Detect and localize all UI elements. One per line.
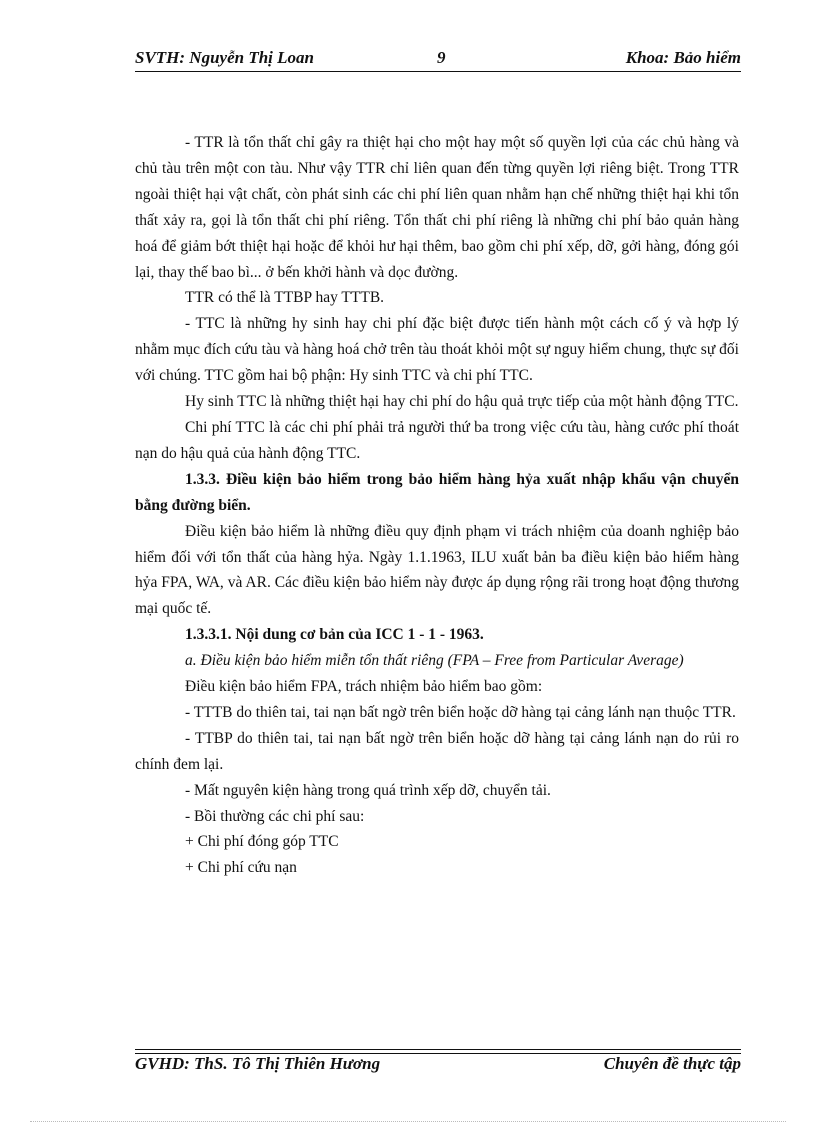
header-author: SVTH: Nguyễn Thị Loan — [135, 48, 314, 67]
list-item-ttbp: - TTBP do thiên tai, tai nạn bất ngờ trên biển hoặc dỡ hàng tại cảng lánh nạn do rủi ro chính đem lại. — [135, 729, 739, 773]
paragraph-ttc-expense: Chi phí TTC là các chi phí phải trả người thứ ba trong việc cứu tàu, hàng cước phí thoát nạn do hậu quả của hành động TTC. — [135, 418, 739, 462]
page-header — [135, 48, 741, 72]
paragraph-ttr-types: TTR có thể là TTBP hay TTTB. — [185, 289, 385, 307]
header-faculty: Khoa: Bảo hiểm — [625, 48, 741, 67]
section-heading-1-3-3-1: 1.3.3.1. Nội dung cơ bản của ICC 1 - 1 - 1963. — [185, 626, 484, 644]
list-item-salvage-cost: + Chi phí cứu nạn — [185, 859, 297, 877]
header-rule — [135, 71, 741, 72]
list-item-compensation: - Bồi thường các chi phí sau: — [185, 807, 365, 825]
paragraph-fpa-scope: Điều kiện bảo hiểm FPA, trách nhiệm bảo hiểm bao gồm: — [185, 678, 543, 696]
list-item-loss-handling: - Mất nguyên kiện hàng trong quá trình xếp dỡ, chuyển tải. — [185, 781, 551, 799]
section-heading-1-3-3: 1.3.3. Điều kiện bảo hiểm trong bảo hiểm hàng hỷa xuất nhập khẩu vận chuyển bằng đường biển. — [135, 470, 739, 514]
paragraph-ttc-sacrifice: Hy sinh TTC là những thiệt hại hay chi phí do hậu quả trực tiếp của một hành động TTC. — [185, 393, 739, 411]
footer-document-type: Chuyên đề thực tập — [603, 1054, 741, 1073]
paragraph-conditions-intro: Điều kiện bảo hiểm là những điều quy định phạm vi trách nhiệm của doanh nghiệp bảo hiểm đối với tổn thất của hàng hỷa. Ngày 1.1.1963, ILU xuất bản ba điều kiện bảo hiểm hàng hỷa FPA, WA, và AR. Các điều kiện bảo hiểm này được áp dụng rộng rãi trong hoạt động thương mại quốc tế. — [135, 522, 739, 618]
footer-rule — [135, 1049, 741, 1050]
page-footer — [135, 1054, 741, 1078]
list-item-tttb: - TTTB do thiên tai, tai nạn bất ngờ trên biển hoặc dỡ hàng tại cảng lánh nạn thuộc TTR. — [185, 703, 736, 721]
subheading-fpa: a. Điều kiện bảo hiểm miễn tổn thất riêng (FPA – Free from Particular Average) — [185, 652, 684, 670]
paragraph-ttc-definition: - TTC là những hy sinh hay chi phí đặc biệt được tiến hành một cách cố ý và hợp lý nhằm mục đích cứu tàu và hàng hoá chở trên tàu thoát khỏi một sự nguy hiểm chung, thực sự đối với chúng. TTC gồm hai bộ phận: Hy sinh TTC và chi phí TTC. — [135, 315, 739, 385]
header-page-number: 9 — [437, 48, 446, 67]
footer-supervisor: GVHD: ThS. Tô Thị Thiên Hương — [135, 1054, 381, 1073]
paragraph-ttr-definition: - TTR là tổn thất chỉ gây ra thiệt hại cho một hay một số quyền lợi của các chủ hàng và chủ tàu trên một con tàu. Như vậy TTR chỉ liên quan đến từng quyền lợi riêng biệt. Trong TTR ngoài thiệt hại vật chất, còn phát sinh các chi phí liên quan nhằm hạn chế những thiệt hại khi tổn thất xảy ra, gọi là tổn thất chi phí riêng. Tổn thất chi phí riêng là những chi phí bảo quản hàng hoá để giảm bớt thiệt hại hoặc để khỏi hư hại thêm, bao gồm chi phí xếp, dỡ, gởi hàng, đóng gói lại, thay thế bao bì... ở bến khởi hành và dọc đường. — [135, 134, 739, 281]
list-item-ttc-contribution: + Chi phí đóng góp TTC — [185, 833, 339, 851]
document-body — [135, 130, 739, 881]
page-bottom-border — [30, 1121, 786, 1122]
